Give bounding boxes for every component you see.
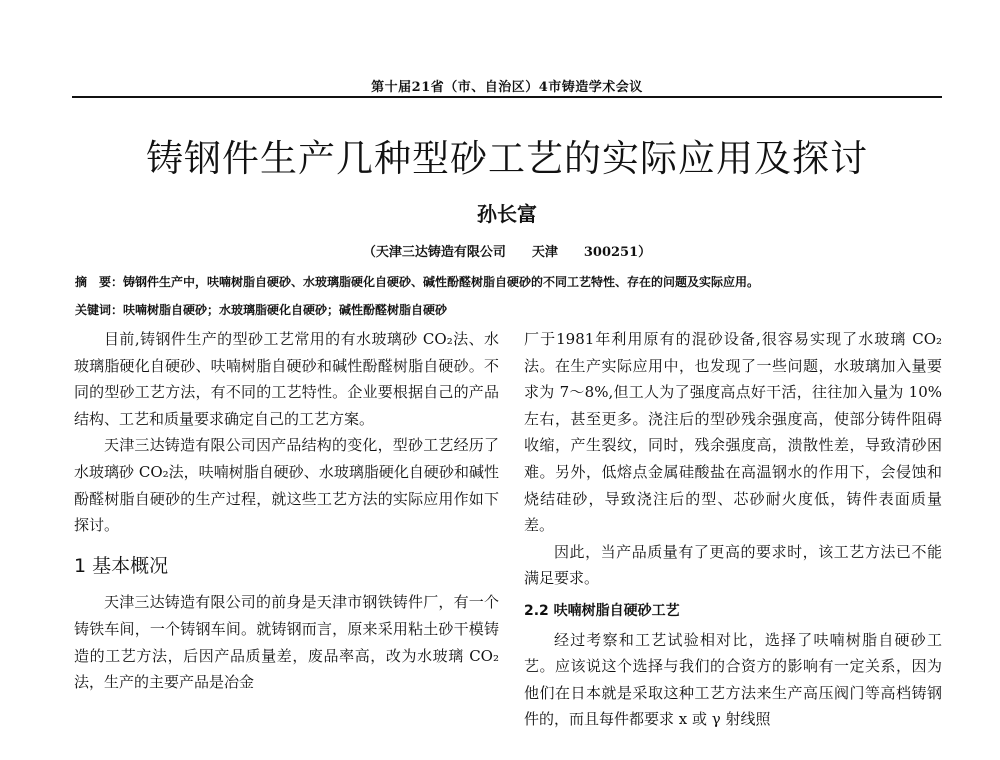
paragraph: 天津三达铸造有限公司因产品结构的变化，型砂工艺经历了水玻璃砂 CO₂法，呋喃树脂自硬砂、水玻璃脂硬化自硬砂和碱性酚醛树脂自硬砂的生产过程，就这些工艺方法的实际应用作如下探讨。 [74, 436, 499, 535]
author-name: 孙长富 [477, 202, 537, 226]
paragraph: 因此，当产品质量有了更高的要求时，该工艺方法已不能满足要求。 [524, 542, 942, 588]
subsection-heading: 2.2 呋喃树脂自硬砂工艺 [524, 602, 680, 619]
paragraph: 厂于1981年利用原有的混砂设备,很容易实现了水玻璃 CO₂法。在生产实际应用中，也发现了一些问题，水玻璃加入量要求为 7～8%,但工人为了强度高点好干活，往往加入量为 10%左右，甚至更多。浇注后的型砂残余强度高，使部分铸件阻碍收缩，产生裂纹，同时，残余强度高，溃散性差，导致清砂困难。另外，低熔点金属硅酸盐在高温钢水的作用下，会侵蚀和烧结硅砂，导致浇注后的型、芯砂耐火度低，铸件表面质量差。 [524, 330, 942, 535]
paper-title: 铸钢件生产几种型砂工艺的实际应用及探讨 [146, 137, 868, 180]
author-affiliation: （天津三达铸造有限公司 天津 300251） [362, 245, 652, 260]
conference-header: 第十届21省（市、自治区）4市铸造学术会议 [371, 80, 643, 95]
paragraph: 经过考察和工艺试验相对比，选择了呋喃树脂自硬砂工艺。应该说这个选择与我们的合资方的影响有一定关系，因为他们在日本就是采取这种工艺方法来生产高压阀门等高档铸钢件的，而且每件都要求 x 或 γ 射线照 [524, 630, 942, 729]
keywords: 关键词：呋喃树脂自硬砂；水玻璃脂硬化自硬砂；碱性酚醛树脂自硬砂 [75, 303, 448, 317]
header-rule [72, 96, 942, 98]
section-heading: 1 基本概况 [74, 554, 169, 577]
right-column [524, 326, 942, 733]
left-column [74, 326, 499, 696]
abstract: 摘 要：铸钢件生产中，呋喃树脂自硬砂、水玻璃脂硬化自硬砂、碱性酚醛树脂自硬砂的不同工艺特性、存在的问题及实际应用。 [75, 275, 760, 289]
paragraph: 天津三达铸造有限公司的前身是天津市钢铁铸件厂，有一个铸铁车间，一个铸钢车间。就铸钢而言，原来采用粘土砂干模铸造的工艺方法，后因产品质量差，废品率高，改为水玻璃 CO₂法，生产的主要产品是冶金 [74, 593, 499, 692]
paragraph: 目前,铸钢件生产的型砂工艺常用的有水玻璃砂 CO₂法、水玻璃脂硬化自硬砂、呋喃树脂自硬砂和碱性酚醛树脂自硬砂。不同的型砂工艺方法，有不同的工艺特性。企业要根据自己的产品结构、工艺和质量要求确定自己的工艺方案。 [74, 330, 499, 428]
